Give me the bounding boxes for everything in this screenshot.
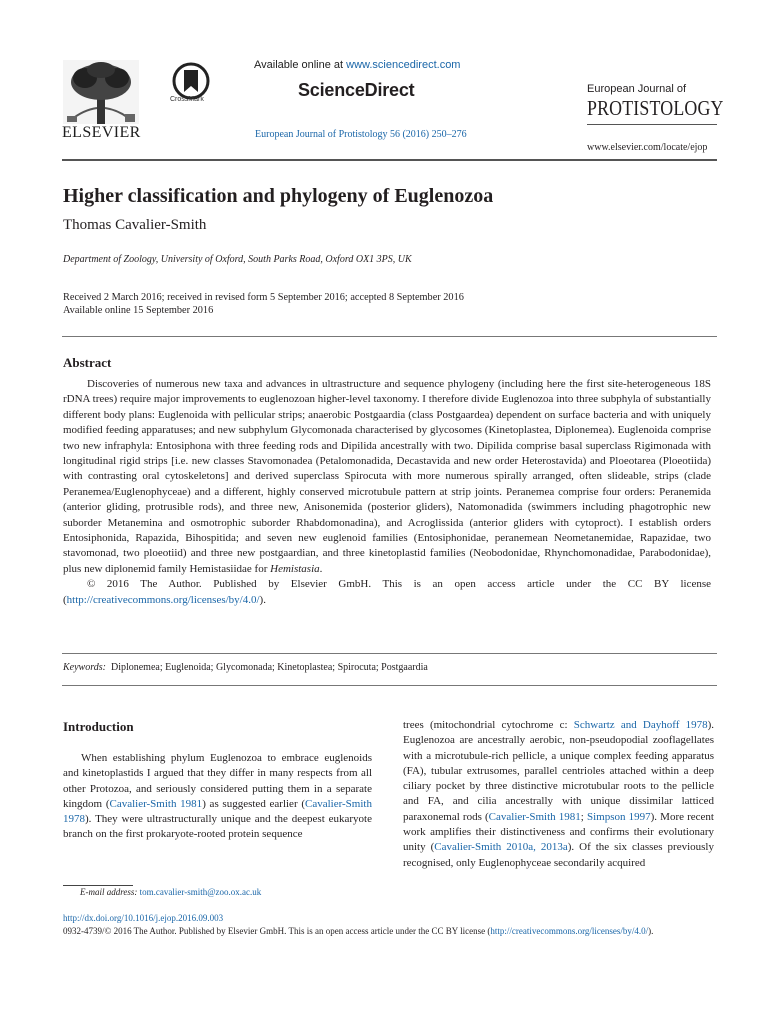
abstract-body (63, 377, 711, 608)
available-online (254, 59, 460, 71)
introduction-column-2 (403, 718, 714, 871)
introduction-heading: Introduction (63, 719, 134, 734)
citation-link[interactable]: Cavalier-Smith 1981 (488, 810, 581, 823)
elsevier-tree-logo (63, 60, 139, 124)
intro-paragraph-continued: trees (mitochondrial cytochrome c: Schwartz and Dayhoff 1978). Euglenozoa are ancestrally aerobic, non-pseudopodial zooflagellates with a microtubule-rich pellicle, a unique complex feeding apparatus (FA), tubular extrusomes, parallel centrioles attached within a deep ciliary pocket by three distinctive microtubular roots to the pellicle and FA, and cilia ancestrally with unique dissimilar latticed paraxonemal rods (Cavalier-Smith 1981; Simpson 1997). More recent work amplifies their distinctiveness and confirms their evolutionary unity (Cavalier-Smith 2010a, 2013a). Of the six classes previously recognised, only Euglenophyceae secondarily acquired (403, 719, 714, 869)
divider (62, 653, 717, 654)
footnote-divider (63, 885, 133, 886)
doi-link[interactable]: http://dx.doi.org/10.1016/j.ejop.2016.09.003 (63, 913, 224, 923)
cc-license-link[interactable]: http://creativecommons.org/licenses/by/4.0/ (66, 593, 260, 606)
email-footnote (80, 887, 261, 897)
article-title: Higher classification and phylogeny of Euglenozoa (63, 185, 494, 207)
header-divider (587, 124, 717, 125)
sciencedirect-logo: ScienceDirect (298, 80, 415, 100)
abstract-license: © 2016 The Author. Published by Elsevier GmbH. This is an open access article under the CC BY license (http://creativecommons.org/licenses/by/4.0/). (63, 578, 711, 606)
abstract-heading: Abstract (63, 355, 112, 370)
copyright-line: 0932-4739/© 2016 The Author. Published by Elsevier GmbH. This is an open access article under the CC BY license (http://creativecommons.org/licenses/by/4.0/). (63, 926, 654, 936)
journal-name-line1: European Journal of (587, 83, 687, 95)
elsevier-wordmark: ELSEVIER (62, 124, 141, 141)
citation-link[interactable]: Cavalier-Smith 2010a, 2013a (434, 841, 568, 854)
introduction-column-1 (63, 751, 372, 843)
available-online-date: Available online 15 September 2016 (63, 305, 214, 316)
email-label: E-mail address: (80, 887, 138, 897)
journal-url: www.elsevier.com/locate/ejop (587, 142, 708, 153)
abstract-paragraph: Discoveries of numerous new taxa and advances in ultrastructure and sequence phylogeny (including here the first site-heterogeneous 18S rDNA trees) require major improvements to euglenozoan higher-level taxonomy. I therefore divide Euglenozoa into three subphyla of substantially different body plans: Euglenoida with pellicular strips; anaerobic Postgaardia (class Postgaardea) dependent on surface bacteria and with uniquely modified feeding apparatuses; and new subphylum Glycomonada characterised by glycosomes (Kinetoplastea, Diplonemea). Euglenoida comprise two new infraphyla: Entosiphona with three feeding rods and Dipilida ancestrally with two. Dipilida comprise basal superclass Rigimonada with longitudinal rigid strips [i.e. new classes Stavomonadea (Petalomonadida, Decastavida and new order Heterostavida) and Ploeotarea (Ploeotiida) with contrasting oral cytoskeletons] and derived superclass Spirocuta with more numerous spirally arranged, often slideable, strips (clade Peranemea/Euglenophyceae) and a different, highly conserved microtubule pattern at strip joints. Peranemea comprise four orders: Peranemida (anterior gliding, protrusible rods), and three new, Anisonemida (posterior gliders), Natomonadida (swimmers including phagotrophic new suborder Metanemina and osmotrophic suborder Rhabdomonadina), and Acroglissida (anterior gliders with cytoproct). I establish orders Entosiphonida, Rapazida, Bihospitida; and seven new euglenoid families (Entosiphonidae, peranemean Neometanemidae, Rapazidae, two stavomonad, two ploeotiid) and three new postgaardian, and three kinetoplastid families (Neobodonidae, Rhynchomonadidae, Parabodonidae), plus new diplonemid family Hemistasiidae for Hemistasia. (63, 378, 711, 575)
keywords (63, 662, 428, 673)
keywords-label: Keywords: (63, 662, 106, 673)
citation-link[interactable]: Cavalier-Smith 1981 (109, 797, 203, 810)
citation-link[interactable]: Simpson 1997 (586, 810, 651, 823)
author-affiliation: Department of Zoology, University of Oxford, South Parks Road, Oxford OX1 3PS, UK (63, 254, 412, 265)
article-author: Thomas Cavalier-Smith (63, 217, 207, 233)
citation-link[interactable]: Schwartz and Dayhoff 1978 (573, 719, 708, 731)
cc-license-footer-link[interactable]: http://creativecommons.org/licenses/by/4.0/ (490, 926, 649, 936)
journal-reference-link[interactable]: European Journal of Protistology 56 (2016) 250–276 (255, 129, 467, 140)
sciencedirect-url-link[interactable]: www.sciencedirect.com (346, 59, 461, 71)
divider (62, 685, 717, 686)
top-divider (62, 159, 717, 161)
keywords-list: Diplonemea; Euglenoida; Glycomonada; Kinetoplastea; Spirocuta; Postgaardia (110, 662, 428, 673)
divider (62, 336, 717, 337)
available-prefix: Available online at (254, 59, 344, 71)
email-link[interactable]: tom.cavalier-smith@zoo.ox.ac.uk (139, 887, 262, 897)
intro-paragraph: When establishing phylum Euglenozoa to embrace euglenoids and kinetoplastids I argued that they differ in many respects from all other Protozoa, and seriously considered putting them in a separate kingdom (Cavalier-Smith 1981) as suggested earlier (Cavalier-Smith 1978). They were ultrastructurally unique and the deepest eukaryote branch on the first prokaryote-rooted protein sequence (63, 752, 372, 841)
received-dates: Received 2 March 2016; received in revised form 5 September 2016; accepted 8 September 2016 (63, 292, 464, 303)
abstract-taxon: Hemistasia (270, 562, 320, 575)
article-history (63, 291, 464, 317)
citation-link[interactable]: Cavalier-Smith 1978 (63, 797, 372, 826)
journal-name-line2: PROTISTOLOGY (587, 96, 724, 120)
crossmark-label: CrossMark (170, 96, 204, 103)
